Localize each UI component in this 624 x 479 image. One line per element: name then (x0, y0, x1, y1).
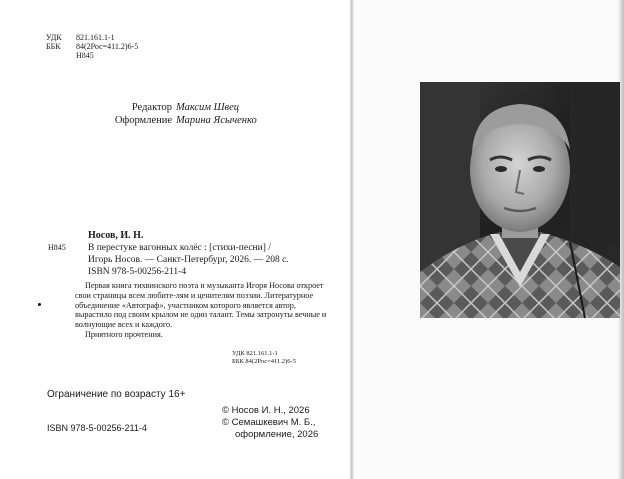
editor-name: Максим Швец (176, 102, 240, 113)
copyright-designer-role: оформление, 2026 (235, 429, 319, 440)
small-udk: УДК 821.161.1-1 (232, 350, 278, 357)
editor-role: Редактор (131, 102, 172, 113)
abstract (75, 281, 330, 340)
design-name: Марина Ясыченко (176, 115, 257, 126)
book-gutter (349, 0, 354, 479)
small-bbk: ББК 84(2Рос=411.2)6-5 (232, 358, 296, 365)
udk-label: УДК (46, 33, 62, 42)
udk-value: 821.161.1-1 (76, 33, 115, 42)
abstract-paragraph: Приятного прочтения. (85, 329, 163, 339)
author-portrait-icon (420, 82, 620, 318)
age-limit: Ограничение по возрасту 16+ (47, 389, 186, 400)
design-row (52, 114, 257, 127)
title-line-2: Игорь Носов. — Санкт-Петербург, 2026. — 208 с. (88, 255, 289, 265)
abstract-paragraph: Первая книга тихвинского поэта и музыканта Игоря Носова откроет свои страницы всем любите-лям и ценителям поэзии. Литературное объединение «Автограф», участником которого является автор, вырастило под своим крылом не один талант. Темы затронуты вечные и волнующие всех и каждого. (75, 281, 327, 330)
bbk-value: 84(2Рос=411.2)6-5 (76, 42, 139, 51)
bbk-label: ББК (46, 42, 61, 51)
copyright-designer: © Семашкевич М. Б., (222, 417, 316, 428)
margin-sign: Н845 (48, 243, 66, 252)
author-sign: Н845 (76, 51, 94, 60)
editor-row (52, 101, 239, 114)
isbn-line: ISBN 978-5-00256-211-4 (88, 267, 187, 277)
design-role: Оформление (114, 115, 172, 126)
title-line-1: В перестуке вагонных колёс : [стихи-песни] / (88, 243, 271, 253)
udk-row (46, 33, 115, 42)
copyright-author: © Носов И. Н., 2026 (222, 405, 310, 416)
author-heading: Носов, И. Н. (88, 230, 144, 241)
isbn-bottom: ISBN 978-5-00256-211-4 (47, 423, 147, 433)
bbk-row (46, 42, 138, 51)
margin-dot (38, 303, 41, 306)
